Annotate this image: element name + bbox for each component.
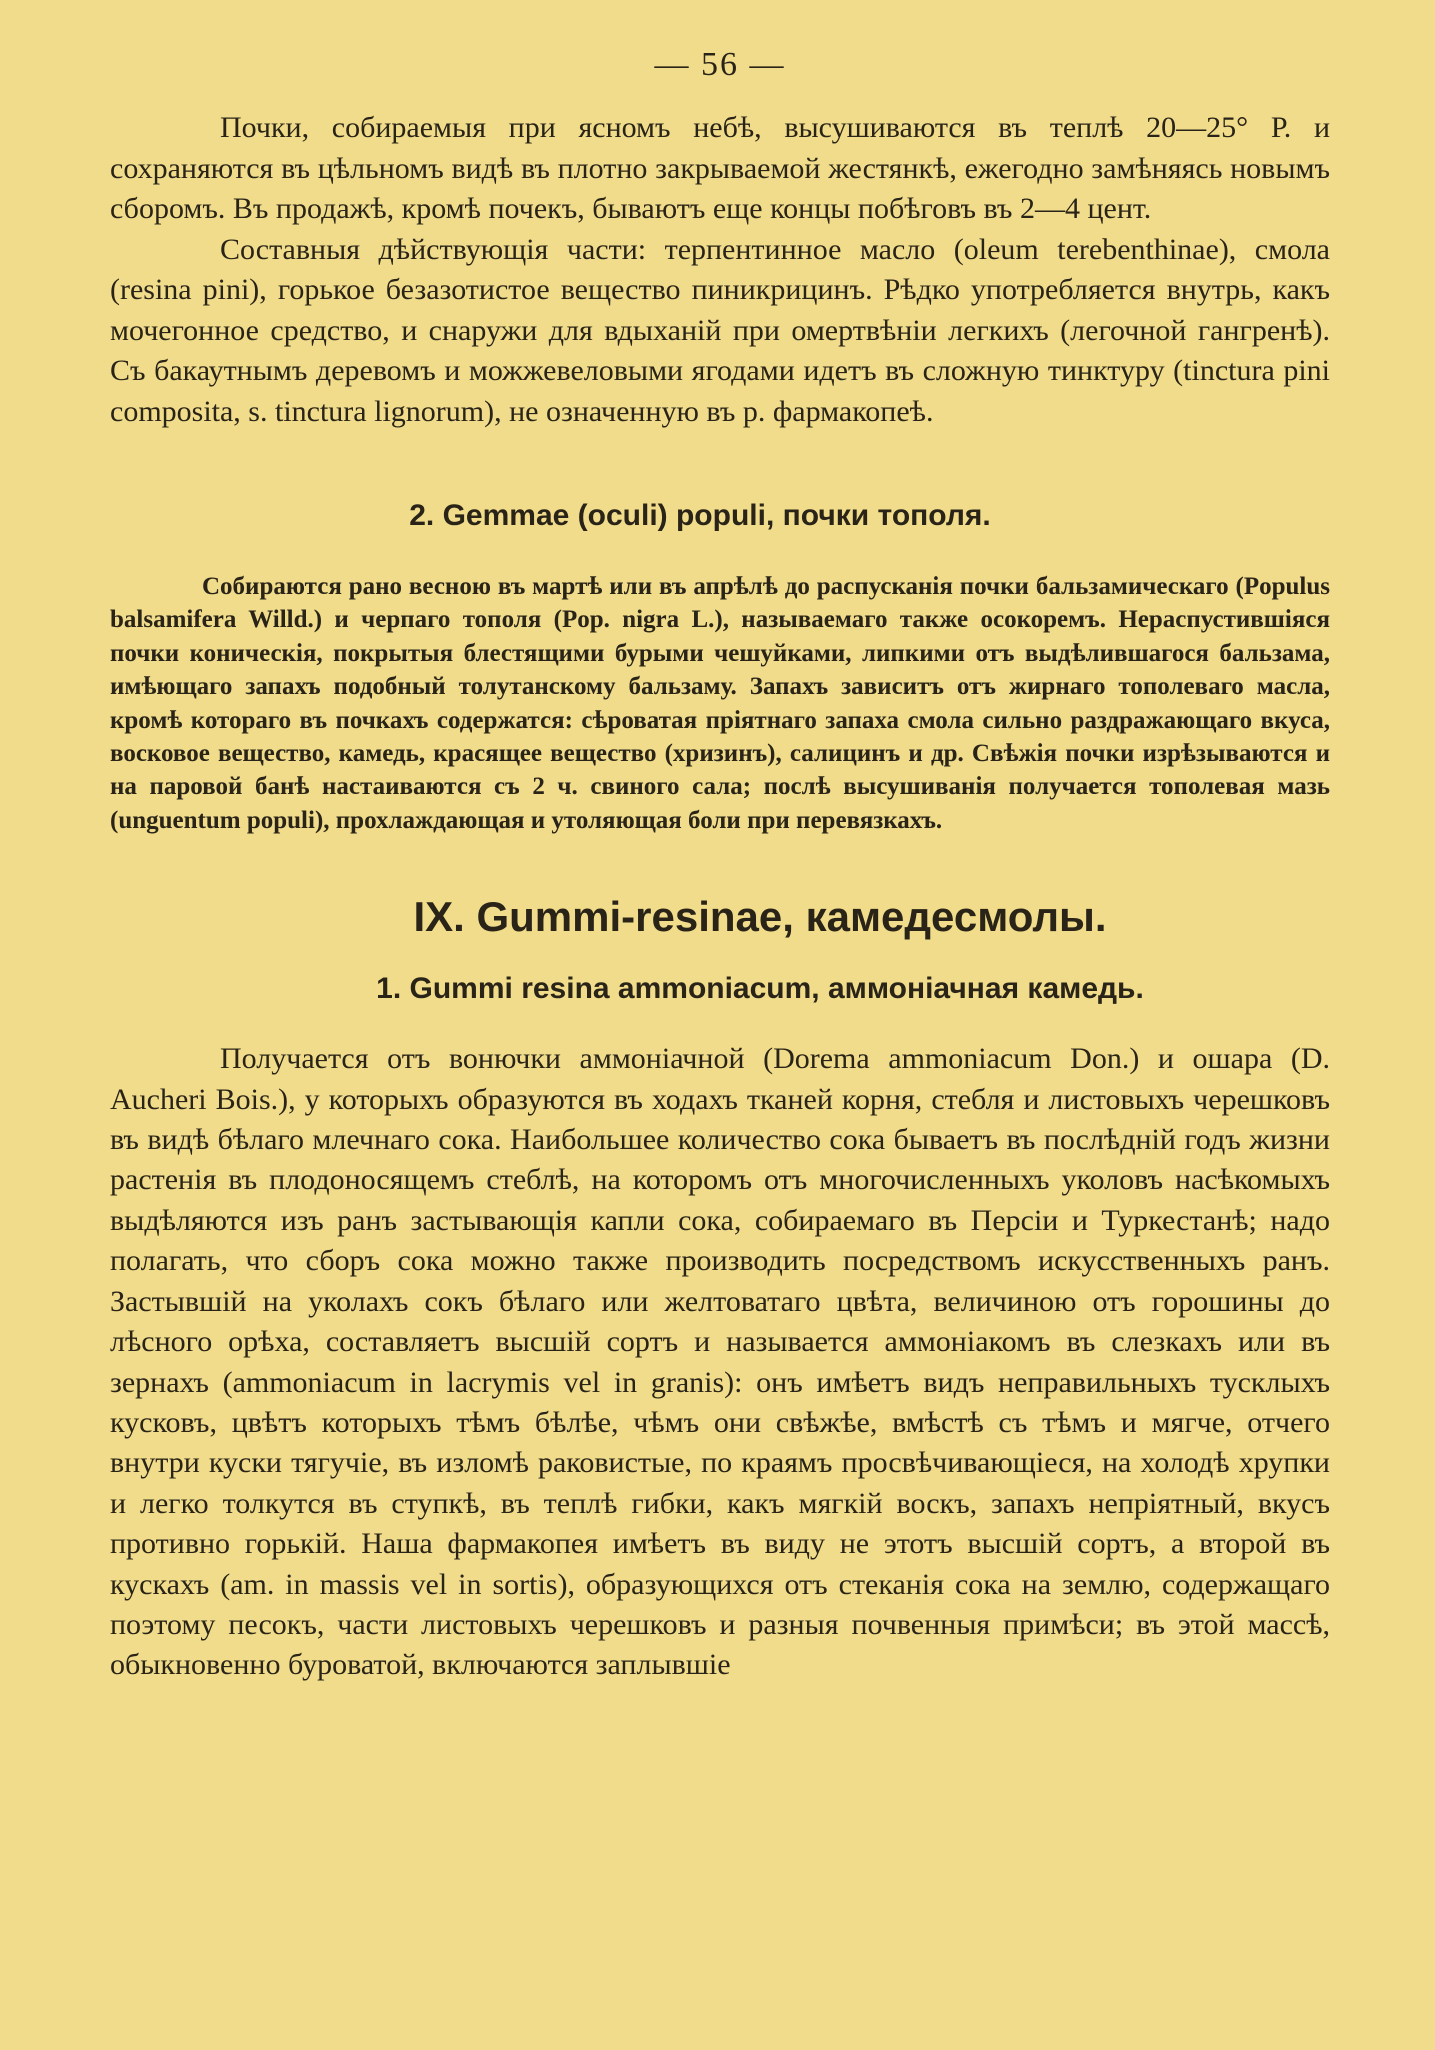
document-page	[110, 40, 1330, 1686]
paragraph-gummi: Получается отъ вонючки аммоніачной (Dorema ammoniacum Don.) и ошара (D. Aucheri Bois.), у которыхъ образуются въ ходахъ тканей корня, стебля и листовыхъ черешковъ въ видѣ бѣлаго млечнаго сока. Наибольшее количество сока бываетъ въ послѣдній годъ жизни растенія въ плодоносящемъ стеблѣ, на которомъ отъ многочисленныхъ уколовъ насѣкомыхъ выдѣляются изъ ранъ застывающія капли сока, собираемаго въ Персіи и Туркестанѣ; надо полагать, что сборъ сока можно также производить посредствомъ искусственныхъ ранъ. Застывшій на уколахъ сокъ бѣлаго или желтоватаго цвѣта, величиною отъ горошины до лѣсного орѣха, составляетъ высшій сортъ и называется аммоніакомъ въ слезкахъ или въ зернахъ (ammoniacum in lacrymis vel in granis): онъ имѣетъ видъ неправильныхъ тусклыхъ кусковъ, цвѣтъ которыхъ тѣмъ бѣлѣе, чѣмъ они свѣжѣе, вмѣстѣ съ тѣмъ и мягче, отчего внутри куски тягучіе, въ изломѣ раковистые, по краямъ просвѣчивающіеся, на холодѣ хрупки и легко толкутся въ ступкѣ, въ теплѣ гибки, какъ мягкій воскъ, запахъ непріятный, вкусъ противно горькій. Наша фармакопея имѣетъ въ виду не этотъ высшій сортъ, а второй въ кускахъ (am. in massis vel in sortis), образующихся отъ стеканія сока на землю, содержащаго поэтому песокъ, части листовыхъ черешковъ и разныя почвенныя примѣси; въ этой массѣ, обыкновенно буроватой, включаются заплывшіе	[110, 1042, 1330, 1682]
chapter-heading: IX. Gummi-resinae, камедесмолы.	[413, 893, 1107, 941]
paragraph-components: Составныя дѣйствующія части: терпентинное масло (oleum terebenthinae), смола (resina pini), горькое безазотистое вещество пиникрицинъ. Рѣдко употребляется внутрь, какъ мочегонное средство, и снаружи для вдыханій при омертвѣніи легкихъ (легочной гангренѣ). Съ бакаутнымъ деревомъ и можжевеловыми ягодами идетъ въ сложную тинктуру (tinctura pini composita, s. tinctura lignorum), не означенную въ р. фармакопеѣ.	[110, 232, 1330, 428]
paragraph-gemmae: Собираются рано весною въ мартѣ или въ апрѣлѣ до распусканія почки бальзамическаго (Populus balsamifera Willd.) и черпаго тополя (Pop. nigra L.), называемаго также осокоремъ. Нераспустившіяся почки коническія, покрытыя блестящими бурыми чешуйками, липкими отъ выдѣлившагося бальзама, имѣющаго запахъ подобный толутанскому бальзаму. Запахъ зависитъ отъ жирнаго тополеваго масла, кромѣ котораго въ почкахъ содержатся: сѣроватая пріятнаго запаха смола сильно раздражающаго вкуса, восковое вещество, камедь, красящее вещество (хризинъ), салицинъ и др. Свѣжія почки изрѣзываются и на паровой банѣ настаиваются съ 2 ч. свиного сала; послѣ высушиванія получается тополевая мазь (unguentum populi), прохлаждающая и утоляющая боли при перевязкахъ.	[110, 573, 1330, 834]
paragraph-storage: Почки, собираемыя при ясномъ небѣ, высушиваются въ теплѣ 20—25° Р. и сохраняются въ цѣльномъ видѣ въ плотно закрываемой жестянкѣ, ежегодно замѣняясь новымъ сборомъ. Въ продажѣ, кромѣ почекъ, бываютъ еще концы побѣговъ въ 2—4 цент.	[110, 111, 1330, 225]
page-number: — 56 —	[654, 46, 786, 83]
section-heading-gemmae: 2. Gemmae (oculi) populi, почки тополя.	[409, 499, 991, 532]
section-heading-gummi: 1. Gummi resina ammoniacum, аммоніачная камедь.	[376, 972, 1144, 1006]
